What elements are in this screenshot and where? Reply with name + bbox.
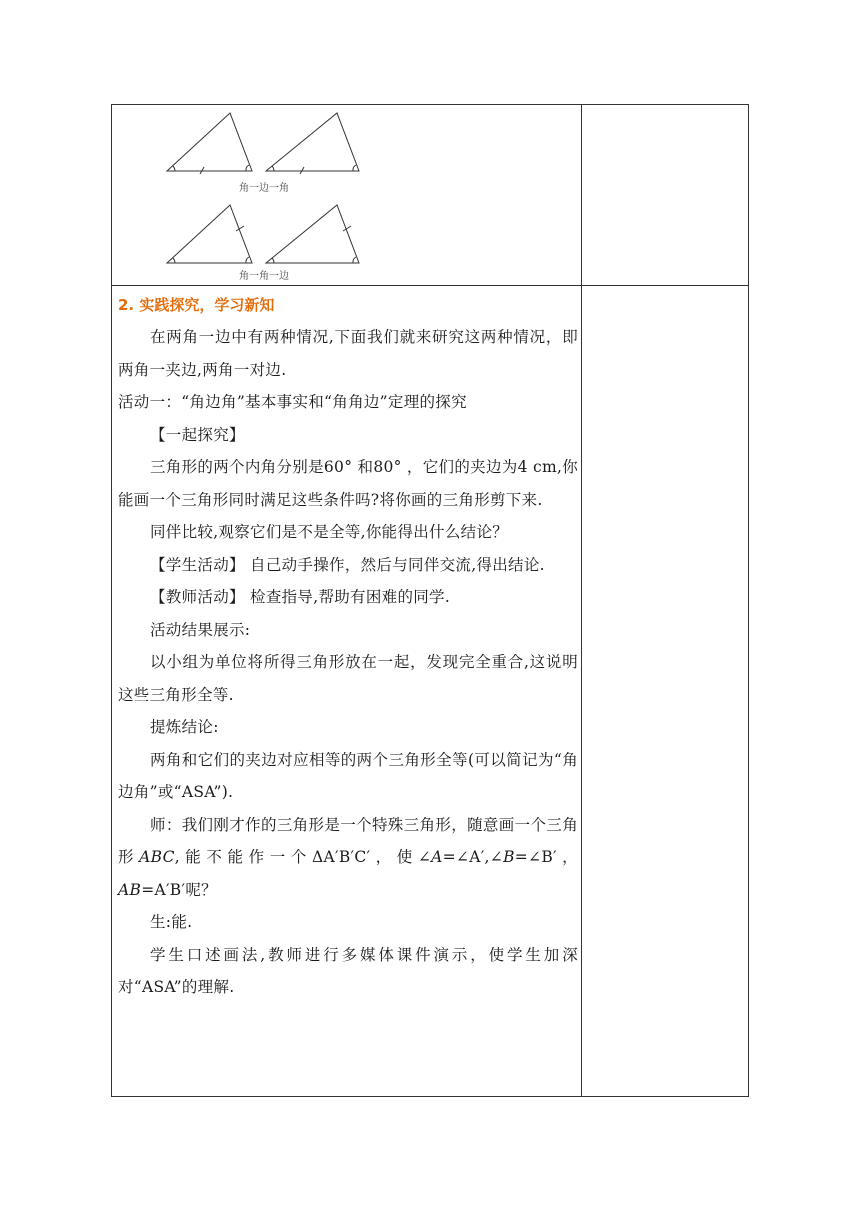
paragraph: 活动结果展示: xyxy=(150,620,251,639)
activity-title: 活动一：“角边角”基本事实和“角角边”定理的探究 xyxy=(118,393,467,411)
figure-label-top: 角一边一角 xyxy=(239,183,289,194)
triangle-figure xyxy=(112,105,581,285)
paragraph: 三角形的两个内角分别是60° 和80° ，它们的夹边为4 cm,你能画一个三角形同时满足这些条件吗?将你画的三角形剪下来. xyxy=(118,458,578,509)
triangle-2 xyxy=(266,113,359,171)
teacher-question: 师：我们刚才作的三角形是一个特殊三角形，随意画一个三角形ABC,能不能作一个ΔA′B′C′，使∠A=∠A′,∠B=∠B′，AB=A′B′呢？ xyxy=(118,815,578,899)
student-answer: 生:能. xyxy=(150,913,193,931)
paragraph: 提炼结论: xyxy=(150,718,219,736)
conclusion: 两角和它们的夹边对应相等的两个三角形全等(可以简记为“角边角”或“ASA”). xyxy=(118,750,578,801)
row-divider xyxy=(112,285,748,286)
paragraph: 同伴比较,观察它们是不是全等,你能得出什么结论？ xyxy=(150,523,509,541)
triangle-4 xyxy=(266,205,359,263)
column-divider xyxy=(581,105,582,1096)
paragraph: 在两角一边中有两种情况,下面我们就来研究这两种情况，即两角一夹边,两角一对边. xyxy=(118,328,578,379)
triangle-1 xyxy=(167,113,252,171)
paragraph: 以小组为单位将所得三角形放在一起，发现完全重合,这说明这些三角形全等. xyxy=(118,653,578,704)
section-heading: 2. 实践探究，学习新知 xyxy=(118,296,275,314)
triangle-3 xyxy=(167,205,252,263)
paragraph: 学生口述画法,教师进行多媒体课件演示，使学生加深对“ASA”的理解. xyxy=(118,945,578,996)
figure-label-bottom: 角一角一边 xyxy=(239,271,289,282)
lesson-content xyxy=(118,289,578,1004)
explore-tag: 【一起探究】 xyxy=(150,425,245,444)
student-activity: 【学生活动】 自己动手操作，然后与同伴交流,得出结论. xyxy=(150,555,545,574)
teacher-activity: 【教师活动】 检查指导,帮助有困难的同学. xyxy=(150,588,451,606)
lesson-table xyxy=(111,104,749,1097)
